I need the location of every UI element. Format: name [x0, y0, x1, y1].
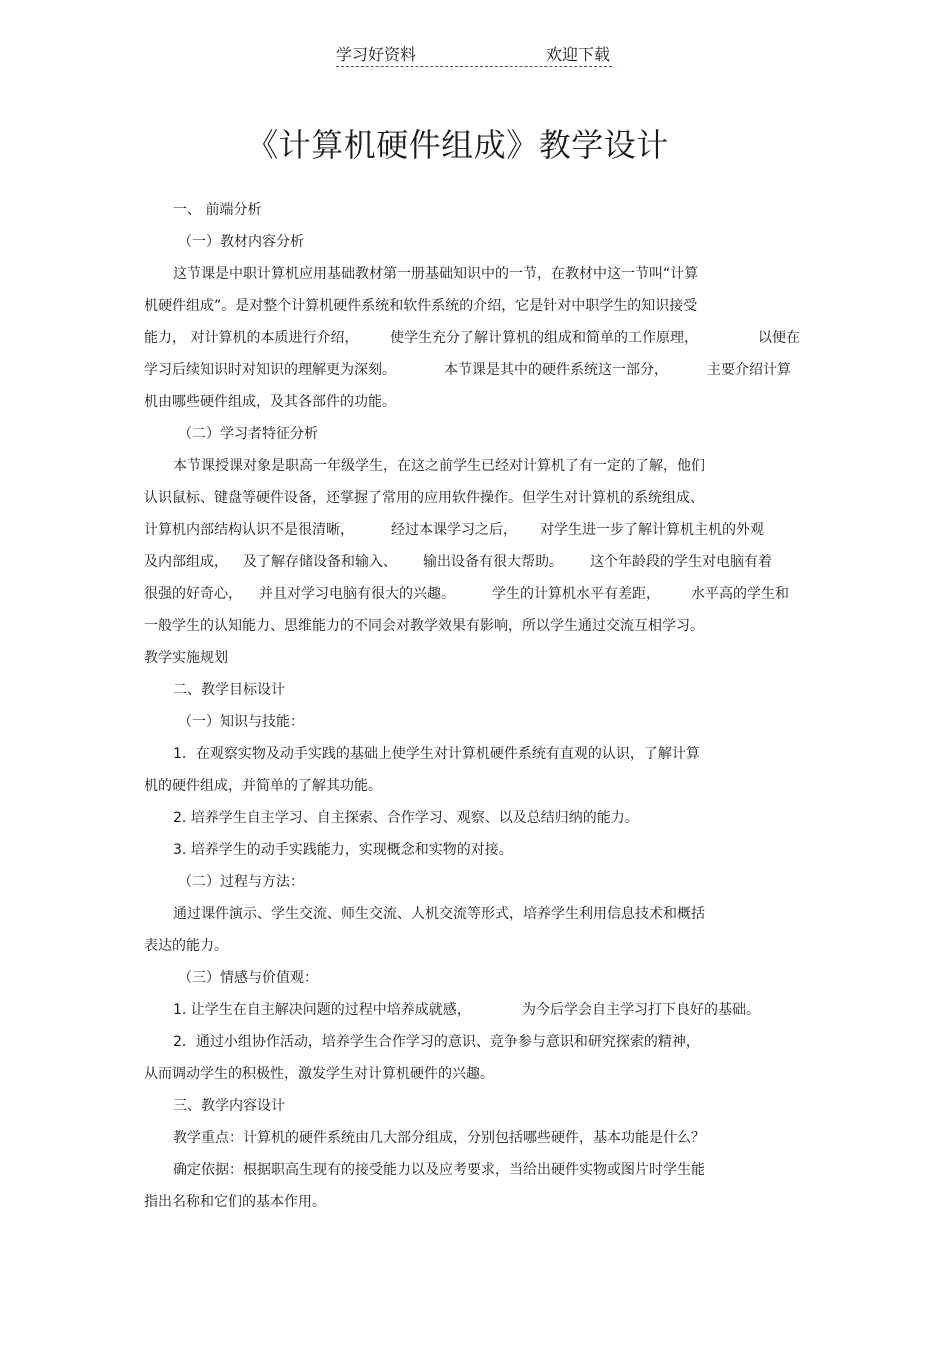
document-title: 《计算机硬件组成》教学设计 [246, 126, 669, 164]
text-segment: 这个年龄段的学生对电脑有着 [590, 554, 772, 570]
paragraph-line: 本节课授课对象是职高一年级学生，在这之前学生已经对计算机了有一定的了解，他们 [173, 458, 705, 474]
paragraph-line: 1．在观察实物及动手实践的基础上使学生对计算机硬件系统有直观的认识，了解计算 [173, 746, 700, 762]
paragraph-line [144, 584, 789, 604]
text-segment: 1. 让学生在自主解决问题的过程中培养成就感， [173, 1002, 471, 1018]
paragraph-line: 机的硬件组成，并简单的了解其功能。 [144, 778, 382, 794]
subsection-heading: （三）情感与价值观： [178, 970, 318, 986]
section-heading: 三、教学内容设计 [173, 1098, 285, 1114]
text-segment: 为今后学会自主学习打下良好的基础。 [522, 1002, 760, 1018]
page-header [336, 40, 612, 67]
text-segment: 并且对学习电脑有很大的兴趣。 [259, 586, 455, 602]
paragraph-line: 表达的能力。 [144, 938, 228, 954]
paragraph-line: 认识鼠标、键盘等硬件设备，还掌握了常用的应用软件操作。但学生对计算机的系统组成、 [144, 490, 704, 506]
paragraph-line: 3. 培养学生的动手实践能力，实现概念和实物的对接。 [173, 842, 513, 858]
paragraph-line: 2．通过小组协作活动，培养学生合作学习的意识、竞争参与意识和研究探索的精神， [173, 1034, 700, 1050]
paragraph-line: 确定依据：根据职高生现有的接受能力以及应考要求，当给出硬件实物或图片时学生能 [173, 1162, 705, 1178]
paragraph-line: 一般学生的认知能力、思维能力的不同会对教学效果有影响，所以学生通过交流互相学习。 [144, 618, 704, 634]
text-segment: 对学生进一步了解计算机主机的外观 [540, 522, 764, 538]
text-segment: 输出设备有很大帮助。 [423, 554, 563, 570]
section-heading: 教学实施规划 [144, 650, 228, 666]
subsection-heading: （一）知识与技能： [178, 714, 304, 730]
paragraph-line: 2. 培养学生自主学习、自主探索、合作学习、观察、以及总结归纳的能力。 [173, 810, 639, 826]
text-segment: 很强的好奇心， [144, 586, 242, 602]
subsection-heading: （二）过程与方法： [178, 874, 304, 890]
paragraph-line: 教学重点：计算机的硬件系统由几大部分组成，分别包括哪些硬件，基本功能是什么？ [173, 1130, 705, 1146]
paragraph-line: 机由哪些硬件组成，及其各部件的功能。 [144, 394, 396, 410]
paragraph-line: 机硬件组成”。是对整个计算机硬件系统和软件系统的介绍，它是针对中职学生的知识接受 [144, 298, 698, 314]
text-segment: 本节课是其中的硬件系统这一部分， [444, 362, 668, 378]
subsection-heading: （一）教材内容分析 [178, 234, 304, 250]
text-segment: 能力， 对计算机的本质进行介绍， [144, 330, 359, 346]
text-segment: 以便在 [758, 330, 800, 346]
paragraph-line: 从而调动学生的积极性，激发学生对计算机硬件的兴趣。 [144, 1066, 494, 1082]
paragraph-line [144, 328, 800, 348]
text-segment: 学生的计算机水平有差距， [492, 586, 660, 602]
text-segment: 主要介绍计算 [707, 362, 791, 378]
section-heading: 一、 前端分析 [173, 202, 262, 218]
paragraph-line: 指出名称和它们的基本作用。 [144, 1194, 326, 1210]
paragraph-line: 这节课是中职计算机应用基础教材第一册基础知识中的一节，在教材中这一节叫“计算 [173, 266, 699, 282]
section-heading: 二、教学目标设计 [173, 682, 285, 698]
header-right-text: 欢迎下载 [545, 45, 610, 64]
header-left-text: 学习好资料 [336, 45, 417, 64]
text-segment: 经过本课学习之后， [391, 522, 517, 538]
paragraph-line [144, 520, 764, 540]
text-segment: 学习后续知识时对知识的理解更为深刻。 [144, 362, 396, 378]
paragraph-line: 通过课件演示、学生交流、师生交流、人机交流等形式，培养学生利用信息技术和概括 [173, 906, 705, 922]
text-segment: 水平高的学生和 [691, 586, 789, 602]
paragraph-line [173, 1000, 760, 1020]
text-segment: 及内部组成， [144, 554, 228, 570]
text-segment: 使学生充分了解计算机的组成和简单的工作原理， [390, 330, 698, 346]
text-segment: 计算机内部结构认识不是很清晰， [144, 522, 354, 538]
text-segment: 及了解存储设备和输入、 [243, 554, 397, 570]
paragraph-line [144, 360, 791, 380]
paragraph-line [144, 552, 772, 572]
subsection-heading: （二）学习者特征分析 [178, 426, 318, 442]
